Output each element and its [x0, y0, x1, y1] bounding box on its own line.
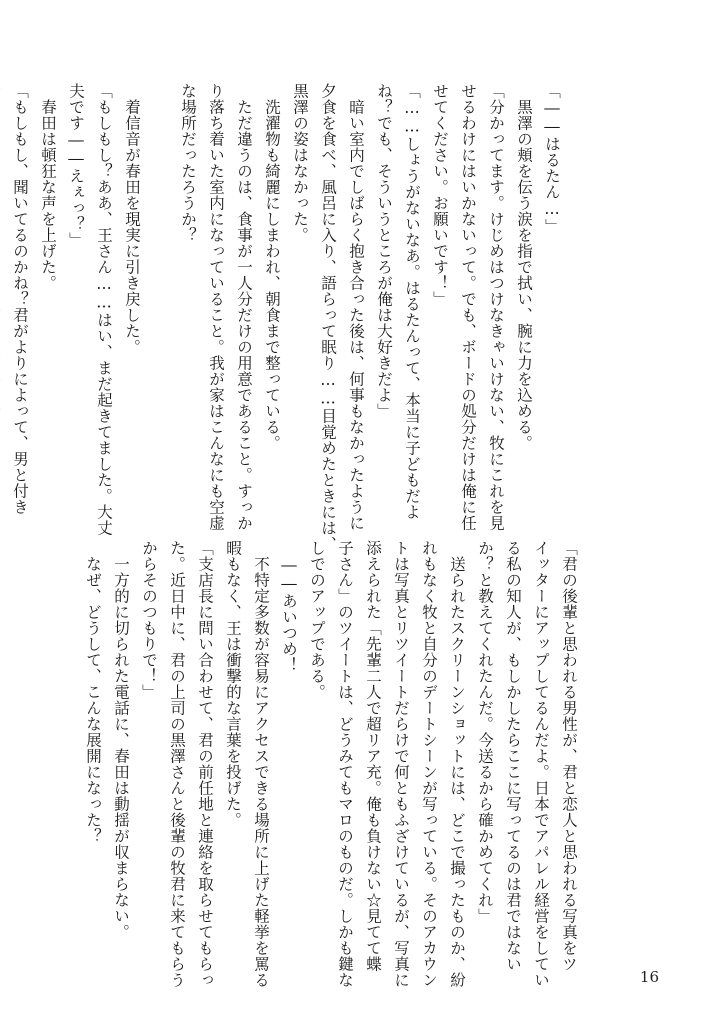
- text-line: な場所だったろうか？: [179, 83, 197, 243]
- text-line: 夕食を食べ、風呂に入り、語らって眠り……目覚めたときには、: [319, 83, 337, 552]
- text-block-bottom: [84, 540, 583, 988]
- text-line: 春田は頓狂な声を上げた。: [39, 83, 57, 291]
- text-line: 着信音が春田を現実に引き戻した。: [123, 83, 141, 355]
- text-line: せるわけにはいかないって。でも、ボードの処分だけは俺に任: [459, 83, 477, 531]
- text-block-top: [11, 83, 566, 552]
- text-line: イッターにアップしてるんだよ。日本でアパレル経営をしてい: [532, 540, 550, 988]
- text-line: 不特定多数が容易にアクセスできる場所に上げた軽挙を罵る: [252, 540, 270, 988]
- text-line: 「君の後輩と思われる男性が、君と恋人と思われる写真をツ: [560, 540, 578, 972]
- text-line: り落ち着いた室内になっていること。我が家はこんなにも空虚: [207, 83, 225, 531]
- text-line: れもなく牧と自分のデートシーンが写っている。そのアカウン: [420, 540, 438, 988]
- text-line: なぜ、どうして、こんな展開になった？: [84, 540, 102, 844]
- page-number: 16: [639, 968, 659, 986]
- text-line: 「支店長に問い合わせて、君の前任地と連絡を取らせてもらっ: [196, 540, 214, 988]
- text-line: 「もしもし、聞いてるのかね？君がよりによって、男と付き: [11, 83, 29, 515]
- text-line: 「……しょうがないなあ。はるたんって、本当に子どもだよ: [403, 83, 421, 520]
- text-line: 黒澤の姿はなかった。: [291, 83, 309, 243]
- text-line: 「分かってます。けじめはつけなきゃいけない、牧にこれを見: [487, 83, 505, 531]
- text-line: 子さん」のツイートは、どうみてもマロのものだ。しかも鍵な: [336, 540, 354, 988]
- text-line: ただ違うのは、食事が一人分だけの用意であること。すっか: [235, 83, 253, 531]
- text-line: 「――はるたん…」: [543, 83, 561, 235]
- text-line: せてください。お願いです！」: [431, 83, 449, 307]
- text-line: [0, 83, 6, 528]
- text-line: 暇もなく、王は衝撃的な言葉を投げた。: [224, 540, 242, 828]
- text-line: 夫です――えぇっ？」: [67, 83, 85, 248]
- text-line: 「もしもし？ああ、王さん……はい、まだ起きてました。大丈: [95, 83, 113, 536]
- text-line: か？と教えてくれたんだ。今送るから確かめてくれ」: [476, 540, 494, 924]
- text-line: る私の知人が、もしかしたらここに写ってるのは君ではない: [504, 540, 522, 972]
- text-line: 黒澤の頬を伝う涙を指で拭い、腕に力を込める。: [515, 83, 533, 451]
- text-line: ね？でも、そういうところが俺は大好きだよ」: [375, 83, 393, 419]
- text-line: からそのつもりで！」: [140, 540, 158, 700]
- text-line: 暗い室内でしばらく抱き合った後は、何事もなかったように: [347, 83, 365, 531]
- text-line: しでのアップである。: [308, 540, 326, 700]
- text-line: トは写真とリツイートだらけで何ともふざけているが、写真に: [392, 540, 410, 988]
- text-line: 添えられた「先輩二人で超リア充。俺も負けない☆見てて蝶: [364, 540, 382, 972]
- text-line: 一方的に切られた電話に、春田は動揺が収まらない。: [112, 540, 130, 940]
- text-line: た。近日中に、君の上司の黒澤さんと後輩の牧君に来てもらう: [168, 540, 186, 988]
- text-line: 送られたスクリーンショットには、どこで撮ったものか、紛: [448, 540, 466, 988]
- text-line: [146, 83, 174, 528]
- text-line: ――あいつめ！: [280, 540, 298, 673]
- text-line: 洗濯物も綺麗にしまわれ、朝食まで整っている。: [263, 83, 281, 451]
